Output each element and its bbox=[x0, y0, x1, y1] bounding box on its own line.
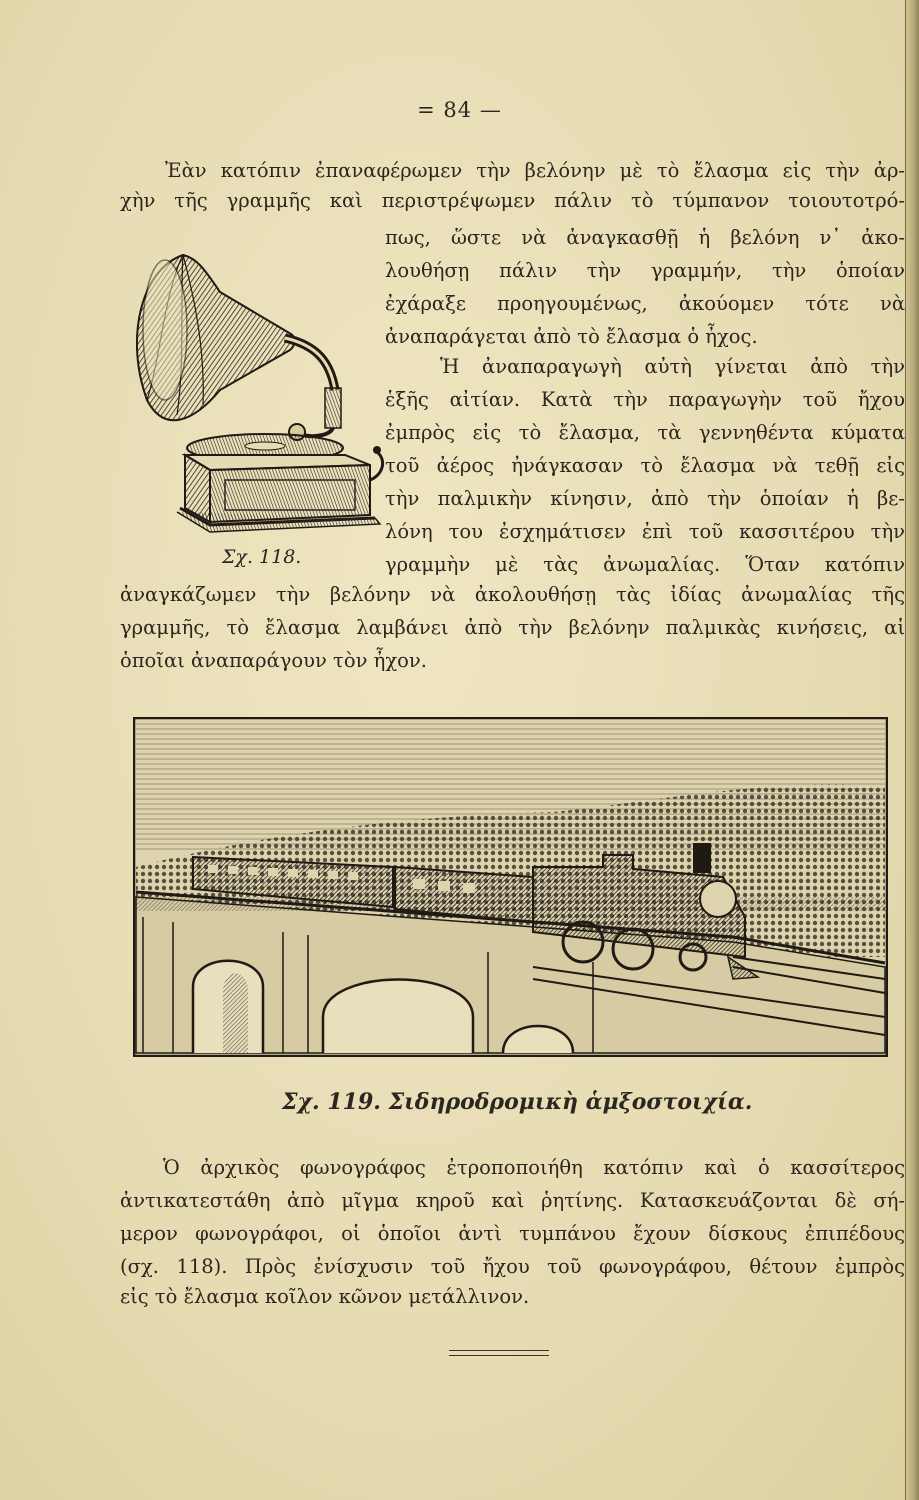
text-line: ἀναγκάζωμεν τὴν βελόνην νὰ ἀκολουθήσῃ τὰς ἰδίας ἀνωμαλίας τῆς bbox=[120, 583, 905, 606]
end-rule bbox=[449, 1355, 549, 1356]
page-number: = 84 — bbox=[417, 98, 502, 122]
text-line: τοῦ ἀέρος ἠνάγκασαν τὸ ἔλασμα νὰ τεθῇ εἰς bbox=[385, 454, 905, 477]
text-line: ἀναπαράγεται ἀπὸ τὸ ἔλασμα ὁ ἦχος. bbox=[385, 325, 758, 348]
figure-119-caption: Σχ. 119. Σιδηροδρομικὴ ἁμξοστοιχία. bbox=[282, 1089, 753, 1115]
text-line: τὴν παλμικὴν κίνησιν, ἀπὸ τὴν ὁποίαν ἡ βε- bbox=[385, 487, 905, 510]
text-line: πως, ὥστε νὰ ἀναγκασθῇ ἡ βελόνη ν᾽ ἀκο- bbox=[385, 226, 905, 249]
text-line: Ὁ ἀρχικὸς φωνογράφος ἐτροποποιήθη κατόπιν καὶ ὁ κασσίτερος bbox=[163, 1156, 905, 1179]
end-rule bbox=[449, 1350, 549, 1351]
text-line: (σχ. 118). Πρὸς ἐνίσχυσιν τοῦ ἤχου τοῦ φωνογράφου, θέτουν ἐμπρὸς bbox=[120, 1255, 905, 1278]
text-line: χὴν τῆς γραμμῆς καὶ περιστρέψωμεν πάλιν τὸ τύμπανον τοιουτοτρό- bbox=[120, 189, 905, 212]
tonearm bbox=[289, 388, 341, 440]
figure-118-caption: Σχ. 118. bbox=[222, 546, 302, 568]
train-on-bridge-illustration bbox=[133, 717, 888, 1057]
text-line: εἰς τὸ ἔλασμα κοῖλον κῶνον μετάλλινον. bbox=[120, 1285, 530, 1308]
cabinet bbox=[177, 446, 383, 532]
page-edge bbox=[905, 0, 919, 1500]
text-line: Ἡ ἀναπαραγωγὴ αὐτὴ γίνεται ἀπὸ τὴν bbox=[440, 355, 905, 378]
text-line: ἀντικατεστάθη ἀπὸ μῖγμα κηροῦ καὶ ῥητίνης. Κατασκευάζονται δὲ σή- bbox=[120, 1189, 905, 1212]
text-line: λόνη του ἐσχημάτισεν ἐπὶ τοῦ κασσιτέρου τὴν bbox=[385, 520, 905, 543]
text-line: Ἐὰν κατόπιν ἐπαναφέρωμεν τὴν βελόνην μὲ τὸ ἔλασμα εἰς τὴν ἀρ- bbox=[165, 159, 905, 182]
text-line: γραμμῆς, τὸ ἔλασμα λαμβάνει ἀπὸ τὴν βελόνην παλμικὰς κινήσεις, αἱ bbox=[120, 616, 905, 639]
text-line: ἐμπρὸς εἰς τὸ ἔλασμα, τὰ γεννηθέντα κύματα bbox=[385, 421, 905, 444]
gramophone-illustration bbox=[125, 250, 390, 545]
text-line: γραμμὴν μὲ τὰς ἀνωμαλίας. Ὅταν κατόπιν bbox=[385, 553, 905, 576]
horn bbox=[137, 255, 335, 420]
text-line: ἑξῆς αἰτίαν. Κατὰ τὴν παραγωγὴν τοῦ ἤχου bbox=[385, 388, 905, 411]
text-line: ἐχάραξε προηγουμένως, ἀκούομεν τότε νὰ bbox=[385, 292, 905, 315]
page-edge-line bbox=[905, 0, 906, 1500]
text-line: λουθήσῃ πάλιν τὴν γραμμήν, τὴν ὁποίαν bbox=[385, 259, 905, 282]
text-line: μερον φωνογράφοι, οἱ ὁποῖοι ἀντὶ τυμπάνου ἔχουν δίσκους ἐπιπέδους bbox=[120, 1222, 905, 1245]
text-line: ὁποῖαι ἀναπαράγουν τὸν ἦχον. bbox=[120, 649, 427, 672]
